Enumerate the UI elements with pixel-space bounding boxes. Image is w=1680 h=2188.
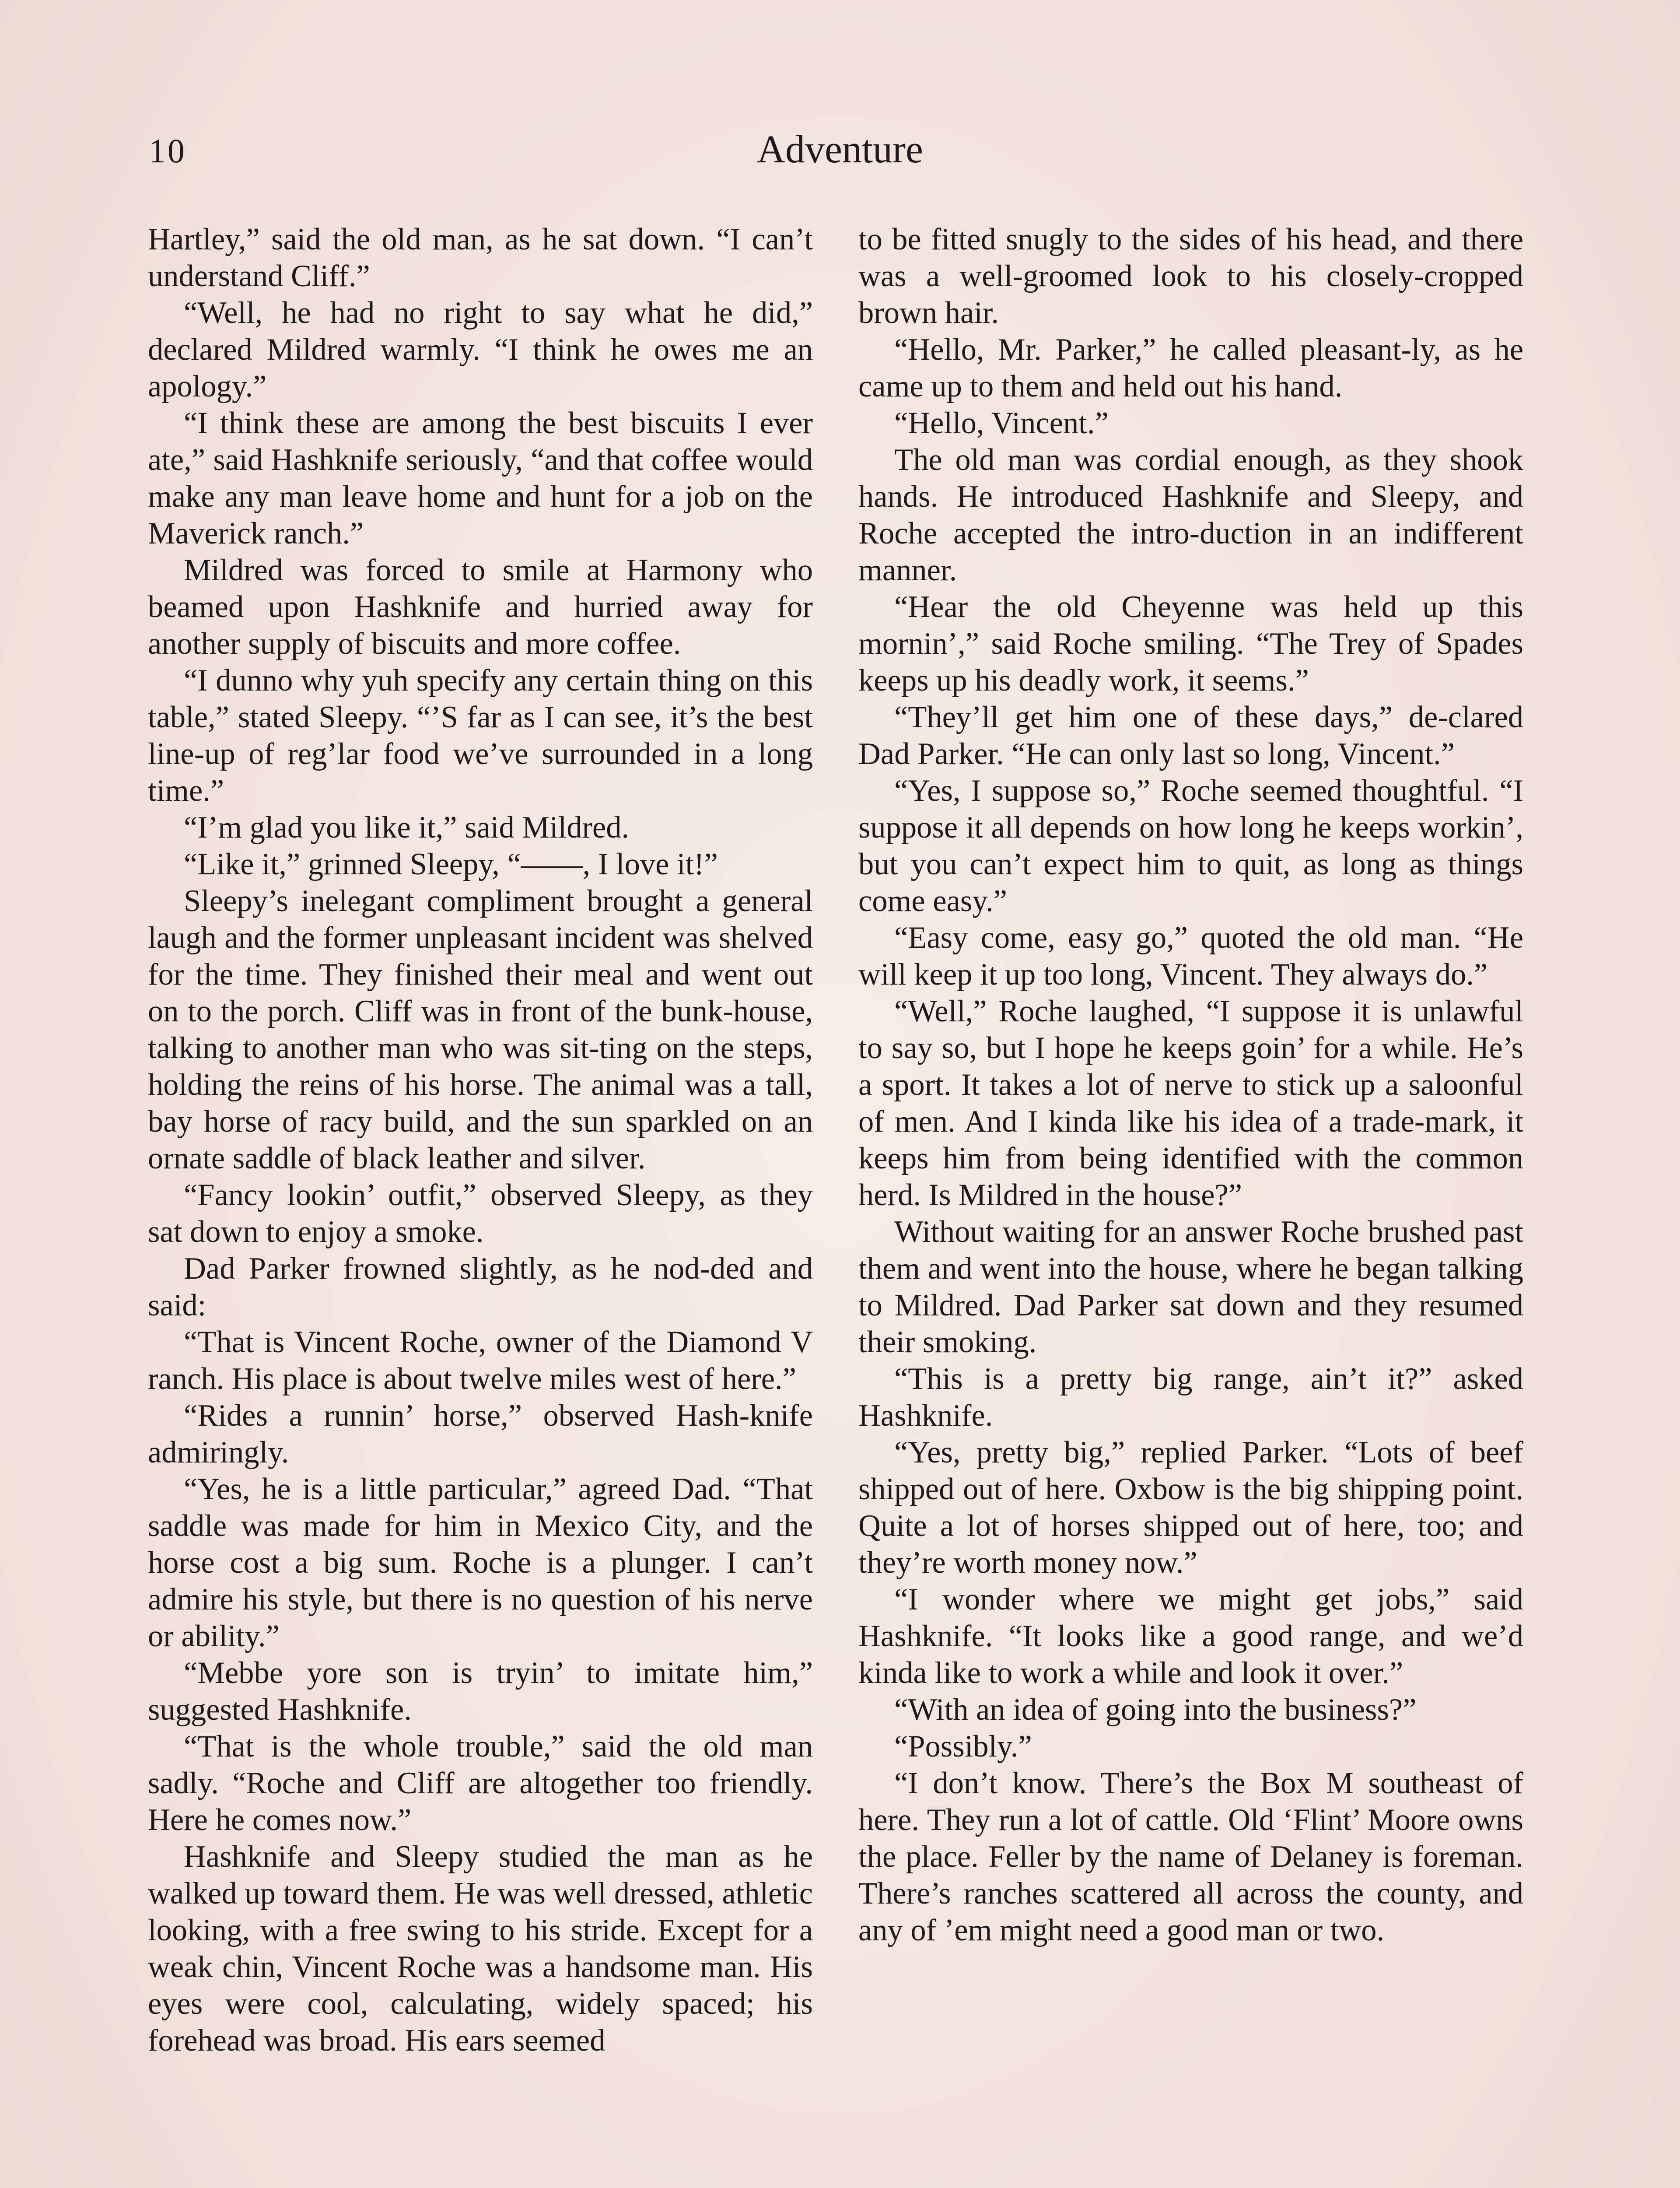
paragraph: “Hello, Mr. Parker,” he called pleasant-ly, as he came up to them and held out his hand.	[858, 333, 1523, 403]
paragraph: “That is Vincent Roche, owner of the Diamond V ranch. His place is about twelve miles west of here.”	[148, 1325, 813, 1396]
paragraph: “Fancy lookin’ outfit,” observed Sleepy, as they sat down to enjoy a smoke.	[148, 1178, 813, 1249]
paragraph: Mildred was forced to smile at Harmony who beamed upon Hashknife and hurried away for another supply of biscuits and more coffee.	[148, 553, 813, 661]
right-column	[858, 221, 1523, 1949]
page-header	[149, 127, 1531, 179]
paragraph: The old man was cordial enough, as they shook hands. He introduced Hashknife and Sleepy, and Roche accepted the intro-duction in an indifferent manner.	[858, 443, 1523, 587]
paragraph: “With an idea of going into the business?”	[894, 1693, 1417, 1727]
paragraph: “Rides a runnin’ horse,” observed Hash-knife admiringly.	[148, 1399, 813, 1469]
paragraph: “Easy come, easy go,” quoted the old man. “He will keep it up too long, Vincent. They always do.”	[858, 921, 1523, 992]
left-column	[148, 221, 813, 2059]
paragraph: “Yes, pretty big,” replied Parker. “Lots of beef shipped out of here. Oxbow is the big shipping point. Quite a lot of horses shipped out of here, too; and they’re worth money now.”	[858, 1435, 1523, 1580]
paragraph: “I don’t know. There’s the Box M southeast of here. They run a lot of cattle. Old ‘Flint’ Moore owns the place. Feller by the name of Delaney is foreman. There’s ranches scattered all across the county, and any of ’em might need a good man or two.	[858, 1766, 1523, 1947]
paragraph: to be fitted snugly to the sides of his head, and there was a well-groomed look to his closely-cropped brown hair.	[858, 222, 1523, 330]
paragraph: “Like it,” grinned Sleepy, “——, I love it!”	[184, 847, 718, 881]
paragraph: “I wonder where we might get jobs,” said Hashknife. “It looks like a good range, and we’d kinda like to work a while and look it over.”	[858, 1582, 1523, 1690]
paragraph: “I’m glad you like it,” said Mildred.	[184, 810, 630, 845]
paragraph: “I think these are among the best biscuits I ever ate,” said Hashknife seriously, “and that coffee would make any man leave home and hunt for a job on the Maverick ranch.”	[148, 406, 813, 551]
paragraph: “That is the whole trouble,” said the old man sadly. “Roche and Cliff are altogether too friendly. Here he comes now.”	[148, 1729, 813, 1837]
paragraph: “I dunno why yuh specify any certain thing on this table,” stated Sleepy. “’S far as I can see, it’s the best line-up of reg’lar food we’ve surrounded in a long time.”	[148, 663, 813, 808]
paragraph: Hartley,” said the old man, as he sat down. “I can’t understand Cliff.”	[148, 222, 813, 293]
paragraph: “Well,” Roche laughed, “I suppose it is unlawful to say so, but I hope he keeps goin’ for a while. He’s a sport. It takes a lot of nerve to stick up a saloonful of men. And I kinda like his idea of a trade-mark, it keeps him from being identified with the common herd. Is Mildred in the house?”	[858, 994, 1523, 1212]
paragraph: “Hear the old Cheyenne was held up this mornin’,” said Roche smiling. “The Trey of Spades keeps up his deadly work, it seems.”	[858, 590, 1523, 698]
paragraph: “Possibly.”	[894, 1729, 1032, 1764]
paragraph: Without waiting for an answer Roche brushed past them and went into the house, where he began talking to Mildred. Dad Parker sat down and they resumed their smoking.	[858, 1215, 1523, 1359]
paragraph: “Yes, he is a little particular,” agreed Dad. “That saddle was made for him in Mexico City, and the horse cost a big sum. Roche is a plunger. I can’t admire his style, but there is no question of his nerve or ability.”	[148, 1472, 813, 1653]
paragraph: “This is a pretty big range, ain’t it?” asked Hashknife.	[858, 1362, 1523, 1433]
paragraph: “Hello, Vincent.”	[894, 406, 1109, 440]
paragraph: “Mebbe yore son is tryin’ to imitate him,” suggested Hashknife.	[148, 1656, 813, 1727]
paragraph: Hashknife and Sleepy studied the man as he walked up toward them. He was well dressed, athletic looking, with a free swing to his stride. Except for a weak chin, Vincent Roche was a handsome man. His eyes were cool, calculating, widely spaced; his forehead was broad. His ears seemed	[148, 1840, 813, 2058]
page-number: 10	[149, 132, 186, 170]
paragraph: “Yes, I suppose so,” Roche seemed thoughtful. “I suppose it all depends on how long he keeps workin’, but you can’t expect him to quit, as long as things come easy.”	[858, 774, 1523, 918]
paragraph: “Well, he had no right to say what he did,” declared Mildred warmly. “I think he owes me an apology.”	[148, 296, 813, 403]
magazine-title: Adventure	[757, 128, 923, 171]
paragraph: Sleepy’s inelegant compliment brought a general laugh and the former unpleasant incident was shelved for the time. They finished their meal and went out on to the porch. Cliff was in front of the bunk-house, talking to another man who was sit-ting on the steps, holding the reins of his horse. The animal was a tall, bay horse of racy build, and the sun sparkled on an ornate saddle of black leather and silver.	[148, 884, 813, 1175]
paragraph: Dad Parker frowned slightly, as he nod-ded and said:	[148, 1252, 813, 1322]
paragraph: “They’ll get him one of these days,” de-clared Dad Parker. “He can only last so long, Vincent.”	[858, 700, 1523, 771]
